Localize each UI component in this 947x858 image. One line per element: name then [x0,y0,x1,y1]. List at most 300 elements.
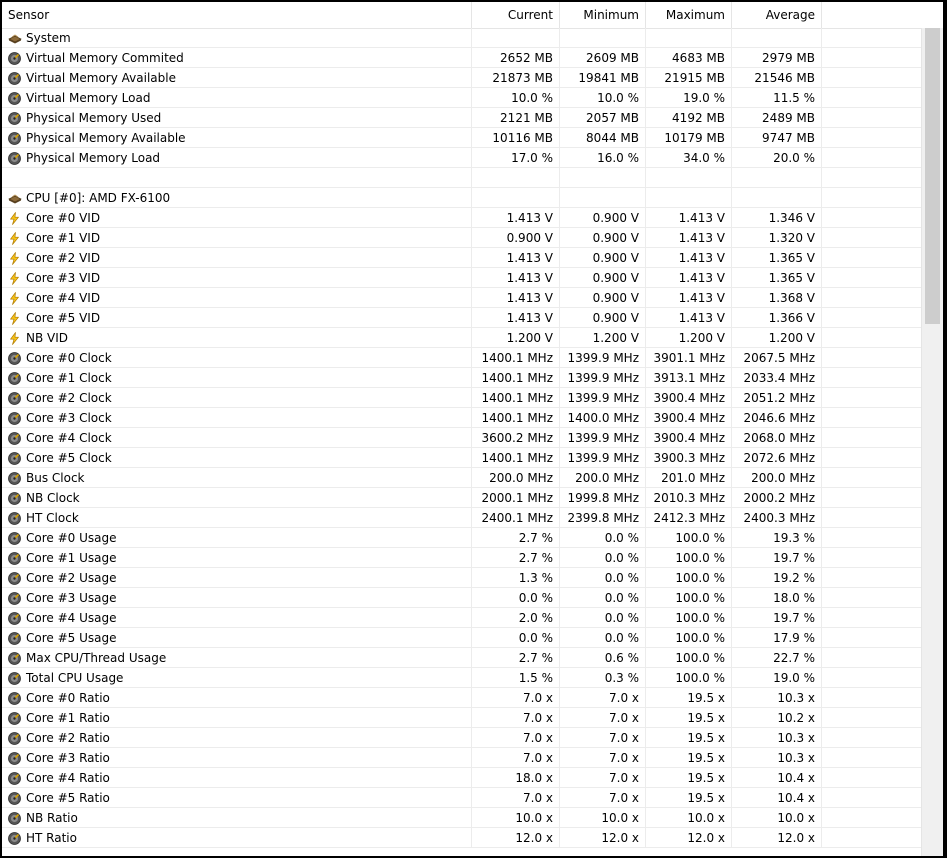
average-value: 1.365 V [732,268,822,288]
maximum-column-header[interactable]: Maximum [646,2,732,28]
sensor-label: Physical Memory Load [26,150,161,165]
maximum-value: 3913.1 MHz [646,368,732,388]
lightning-icon [8,211,21,224]
maximum-value: 201.0 MHz [646,468,732,488]
gauge-icon [8,371,21,384]
sensor-name-cell [2,708,472,728]
sensor-row-max-cpu-thread-usage[interactable] [2,648,922,668]
average-value: 200.0 MHz [732,468,822,488]
current-value: 1.413 V [472,308,560,328]
average-value: 2046.6 MHz [732,408,822,428]
gauge-icon [8,351,21,364]
sensor-name-cell [2,28,472,48]
empty-cell [822,228,922,248]
sensor-label: Core #1 Usage [26,550,117,565]
sensor-row-total-cpu-usage[interactable] [2,668,922,688]
sensor-row-core-5-ratio[interactable] [2,788,922,808]
sensor-row-nb-ratio[interactable] [2,808,922,828]
current-value: 3600.2 MHz [472,428,560,448]
current-value: 0.0 % [472,588,560,608]
maximum-value: 1.413 V [646,248,732,268]
sensor-label: Virtual Memory Load [26,90,151,105]
current-value: 1400.1 MHz [472,388,560,408]
gauge-icon [8,511,21,524]
empty-cell [822,568,922,588]
average-value: 1.320 V [732,228,822,248]
gauge-icon [8,111,21,124]
current-value: 10116 MB [472,128,560,148]
sensor-row-core-3-usage[interactable] [2,588,922,608]
sensor-name-cell [2,288,472,308]
maximum-value: 10179 MB [646,128,732,148]
current-value: 2000.1 MHz [472,488,560,508]
maximum-value: 1.200 V [646,328,732,348]
minimum-value: 1399.9 MHz [560,368,646,388]
sensor-row-core-4-clock[interactable] [2,428,922,448]
sensor-name-cell [2,608,472,628]
average-value [732,28,822,48]
sensor-row-core-4-vid[interactable] [2,288,922,308]
gauge-icon [8,811,21,824]
current-value: 1.413 V [472,208,560,228]
gauge-icon [8,71,21,84]
sensor-name-cell [2,228,472,248]
sensor-name-cell [2,728,472,748]
empty-cell [822,548,922,568]
maximum-value: 19.5 x [646,688,732,708]
current-value [472,28,560,48]
maximum-value: 1.413 V [646,268,732,288]
sensor-label: Core #5 Ratio [26,790,110,805]
maximum-value: 4683 MB [646,48,732,68]
gauge-icon [8,731,21,744]
minimum-value: 0.0 % [560,628,646,648]
current-value: 1400.1 MHz [472,408,560,428]
sensor-name-cell [2,268,472,288]
gauge-icon [8,711,21,724]
sensor-row-core-3-ratio[interactable] [2,748,922,768]
maximum-value [646,168,732,188]
maximum-value: 3900.4 MHz [646,388,732,408]
sensor-row-ht-ratio[interactable] [2,828,922,848]
current-value: 7.0 x [472,688,560,708]
minimum-value: 0.0 % [560,528,646,548]
gauge-icon [8,51,21,64]
minimum-value: 1399.9 MHz [560,428,646,448]
average-value: 22.7 % [732,648,822,668]
empty-cell [822,208,922,228]
current-value: 1.5 % [472,668,560,688]
current-value: 21873 MB [472,68,560,88]
empty-cell [822,148,922,168]
sensor-name-cell [2,208,472,228]
column-header [2,2,922,29]
empty-cell [822,88,922,108]
sensor-name-cell [2,68,472,88]
sensor-label: Core #2 Ratio [26,730,110,745]
sensor-label: Core #3 Clock [26,410,112,425]
sensor-label: Core #1 Clock [26,370,112,385]
gauge-icon [8,451,21,464]
sensor-row-core-2-vid[interactable] [2,248,922,268]
maximum-value: 100.0 % [646,648,732,668]
average-value: 19.2 % [732,568,822,588]
average-value: 10.4 x [732,788,822,808]
sensor-name-cell [2,148,472,168]
current-value: 7.0 x [472,728,560,748]
blank-row [2,168,922,188]
sensor-row-core-1-clock[interactable] [2,368,922,388]
gauge-icon [8,691,21,704]
sensor-name-cell [2,328,472,348]
empty-cell [822,108,922,128]
current-value: 0.900 V [472,228,560,248]
sensor-name-cell [2,628,472,648]
current-value: 2121 MB [472,108,560,128]
current-column-header[interactable]: Current [472,2,560,28]
sensor-label: Core #1 VID [26,230,101,245]
sensor-name-cell [2,408,472,428]
empty-cell [822,188,922,208]
average-value: 10.3 x [732,728,822,748]
minimum-value: 0.6 % [560,648,646,668]
current-value: 1.413 V [472,268,560,288]
maximum-value: 3901.1 MHz [646,348,732,368]
sensor-name-cell [2,188,472,208]
empty-cell [822,408,922,428]
maximum-value: 2010.3 MHz [646,488,732,508]
minimum-value: 1399.9 MHz [560,448,646,468]
sensor-label: Core #3 VID [26,270,101,285]
sensor-row-core-1-vid[interactable] [2,228,922,248]
empty-cell [822,388,922,408]
sensor-row-virtual-memory-load[interactable] [2,88,922,108]
sensor-row-core-1-usage[interactable] [2,548,922,568]
empty-cell [822,308,922,328]
minimum-value: 0.900 V [560,308,646,328]
minimum-value: 0.0 % [560,548,646,568]
sensor-label: Max CPU/Thread Usage [26,650,167,665]
empty-cell [822,688,922,708]
current-value: 1400.1 MHz [472,448,560,468]
current-value: 10.0 % [472,88,560,108]
minimum-value [560,188,646,208]
current-value: 1.200 V [472,328,560,348]
maximum-value: 100.0 % [646,588,732,608]
maximum-value: 3900.3 MHz [646,448,732,468]
sensor-row-core-4-usage[interactable] [2,608,922,628]
sensor-name-cell [2,688,472,708]
lightning-icon [8,311,21,324]
sensor-label: NB VID [26,330,69,345]
current-value [472,168,560,188]
sensor-name-cell [2,588,472,608]
current-value: 12.0 x [472,828,560,848]
gauge-icon [8,651,21,664]
empty-cell [822,788,922,808]
sensor-label: Core #4 Usage [26,610,117,625]
average-value: 11.5 % [732,88,822,108]
sensor-row-physical-memory-load[interactable] [2,148,922,168]
maximum-value: 2412.3 MHz [646,508,732,528]
gauge-icon [8,431,21,444]
current-value: 1.413 V [472,248,560,268]
gauge-icon [8,551,21,564]
gauge-icon [8,411,21,424]
average-value: 2489 MB [732,108,822,128]
sensor-label: Virtual Memory Commited [26,50,184,65]
minimum-value: 19841 MB [560,68,646,88]
sensor-name-cell [2,648,472,668]
empty-cell [822,348,922,368]
minimum-value: 1399.9 MHz [560,348,646,368]
empty-cell [822,368,922,388]
minimum-value: 200.0 MHz [560,468,646,488]
sensor-row-physical-memory-available[interactable] [2,128,922,148]
average-value: 10.3 x [732,748,822,768]
sensor-row-nb-vid[interactable] [2,328,922,348]
minimum-column-header[interactable]: Minimum [560,2,646,28]
maximum-value: 100.0 % [646,548,732,568]
maximum-value [646,188,732,208]
empty-cell [822,708,922,728]
average-value: 2400.3 MHz [732,508,822,528]
gauge-icon [8,131,21,144]
maximum-value: 3900.4 MHz [646,428,732,448]
current-value: 18.0 x [472,768,560,788]
current-value: 2652 MB [472,48,560,68]
average-value: 2051.2 MHz [732,388,822,408]
chip-icon [8,191,21,204]
sensor-label: System [26,30,71,45]
sensor-name-cell [2,48,472,68]
sensor-label: HT Clock [26,510,79,525]
gauge-icon [8,631,21,644]
sensor-label: Core #5 Usage [26,630,117,645]
sensor-name-cell [2,388,472,408]
empty-cell [822,248,922,268]
sensor-row-cpu-0-amd-fx-6100[interactable] [2,188,922,208]
minimum-value: 0.900 V [560,288,646,308]
average-value: 1.200 V [732,328,822,348]
empty-cell [822,828,922,848]
maximum-value: 100.0 % [646,568,732,588]
maximum-value: 10.0 x [646,808,732,828]
gauge-icon [8,571,21,584]
sensor-row-core-5-usage[interactable] [2,628,922,648]
current-value [472,188,560,208]
sensor-row-core-3-clock[interactable] [2,408,922,428]
current-value: 200.0 MHz [472,468,560,488]
maximum-value: 100.0 % [646,668,732,688]
average-value: 2068.0 MHz [732,428,822,448]
sensor-name-cell [2,568,472,588]
average-value: 18.0 % [732,588,822,608]
current-value: 2.7 % [472,548,560,568]
current-value: 1400.1 MHz [472,368,560,388]
gauge-icon [8,771,21,784]
gauge-icon [8,491,21,504]
current-value: 1.413 V [472,288,560,308]
maximum-value [646,28,732,48]
sensor-row-core-5-vid[interactable] [2,308,922,328]
sensor-row-ht-clock[interactable] [2,508,922,528]
average-value: 19.7 % [732,548,822,568]
sensor-label: Core #0 Clock [26,350,112,365]
sensor-name-cell [2,168,472,188]
gauge-icon [8,471,21,484]
minimum-value: 1999.8 MHz [560,488,646,508]
minimum-value: 1400.0 MHz [560,408,646,428]
sensor-row-core-0-clock[interactable] [2,348,922,368]
sensor-name-cell [2,548,472,568]
chip-icon [8,31,21,44]
sensor-row-core-0-usage[interactable] [2,528,922,548]
sensor-label: HT Ratio [26,830,77,845]
sensor-name-cell [2,308,472,328]
maximum-value: 100.0 % [646,528,732,548]
empty-cell [822,528,922,548]
sensor-row-core-2-ratio[interactable] [2,728,922,748]
maximum-value: 34.0 % [646,148,732,168]
maximum-value: 19.5 x [646,708,732,728]
sensor-row-nb-clock[interactable] [2,488,922,508]
scrollbar-thumb[interactable] [925,28,940,324]
sensor-name-cell [2,128,472,148]
average-value: 2000.2 MHz [732,488,822,508]
sensor-label: Core #2 VID [26,250,101,265]
sensor-label: Core #4 Ratio [26,770,110,785]
sensor-name-cell [2,468,472,488]
lightning-icon [8,271,21,284]
sensor-label: NB Ratio [26,810,78,825]
average-value: 19.3 % [732,528,822,548]
average-value: 9747 MB [732,128,822,148]
maximum-value: 1.413 V [646,208,732,228]
minimum-value: 7.0 x [560,768,646,788]
gauge-icon [8,611,21,624]
sensor-row-core-2-clock[interactable] [2,388,922,408]
minimum-value: 0.900 V [560,248,646,268]
sensor-row-core-3-vid[interactable] [2,268,922,288]
minimum-value: 1.200 V [560,328,646,348]
average-value: 21546 MB [732,68,822,88]
sensor-row-core-5-clock[interactable] [2,448,922,468]
average-value: 17.9 % [732,628,822,648]
current-value: 2.0 % [472,608,560,628]
average-value: 1.365 V [732,248,822,268]
sensor-row-virtual-memory-available[interactable] [2,68,922,88]
sensor-label: Core #1 Ratio [26,710,110,725]
empty-cell [822,588,922,608]
maximum-value: 19.5 x [646,788,732,808]
empty-cell [822,68,922,88]
minimum-value: 0.900 V [560,228,646,248]
maximum-value: 1.413 V [646,228,732,248]
gauge-icon [8,831,21,844]
average-value: 19.7 % [732,608,822,628]
maximum-value: 12.0 x [646,828,732,848]
empty-cell [822,628,922,648]
sensor-table [2,28,922,848]
empty-cell [822,168,922,188]
sensor-label: Total CPU Usage [26,670,124,685]
sensor-row-core-0-ratio[interactable] [2,688,922,708]
empty-cell [822,428,922,448]
sensor-row-system[interactable] [2,28,922,48]
minimum-value: 8044 MB [560,128,646,148]
sensor-name-cell [2,508,472,528]
sensor-label: Core #0 Ratio [26,690,110,705]
minimum-value: 7.0 x [560,688,646,708]
sensor-name-cell [2,528,472,548]
minimum-value: 2399.8 MHz [560,508,646,528]
empty-cell [822,748,922,768]
gauge-icon [8,671,21,684]
empty-cell [822,28,922,48]
sensor-name-cell [2,668,472,688]
current-value: 0.0 % [472,628,560,648]
average-column-header[interactable]: Average [732,2,822,28]
sensor-name-cell [2,768,472,788]
lightning-icon [8,291,21,304]
current-value: 17.0 % [472,148,560,168]
gauge-icon [8,91,21,104]
minimum-value: 0.3 % [560,668,646,688]
sensor-row-core-1-ratio[interactable] [2,708,922,728]
minimum-value: 10.0 x [560,808,646,828]
average-value: 10.2 x [732,708,822,728]
minimum-value: 0.900 V [560,268,646,288]
sensor-row-bus-clock[interactable] [2,468,922,488]
sensor-row-physical-memory-used[interactable] [2,108,922,128]
sensor-row-core-0-vid[interactable] [2,208,922,228]
empty-cell [822,128,922,148]
sensor-row-core-2-usage[interactable] [2,568,922,588]
current-value: 7.0 x [472,708,560,728]
maximum-value: 19.5 x [646,768,732,788]
sensor-label: Core #3 Usage [26,590,117,605]
maximum-value: 19.0 % [646,88,732,108]
current-value: 7.0 x [472,748,560,768]
empty-cell [822,48,922,68]
minimum-value: 7.0 x [560,708,646,728]
minimum-value: 16.0 % [560,148,646,168]
empty-cell [822,808,922,828]
average-value: 2979 MB [732,48,822,68]
average-value: 10.4 x [732,768,822,788]
sensor-label: Core #4 Clock [26,430,112,445]
empty-cell [822,268,922,288]
empty-cell [822,508,922,528]
gauge-icon [8,791,21,804]
minimum-value: 7.0 x [560,728,646,748]
sensor-name-cell [2,748,472,768]
sensor-column-header[interactable]: Sensor [2,2,472,28]
minimum-value [560,28,646,48]
sensor-label: Core #2 Usage [26,570,117,585]
average-value: 12.0 x [732,828,822,848]
sensor-name-cell [2,368,472,388]
empty-cell [822,488,922,508]
sensor-row-virtual-memory-commited[interactable] [2,48,922,68]
maximum-value: 3900.4 MHz [646,408,732,428]
minimum-value: 0.0 % [560,608,646,628]
lightning-icon [8,331,21,344]
sensor-row-core-4-ratio[interactable] [2,768,922,788]
maximum-value: 21915 MB [646,68,732,88]
vertical-scrollbar[interactable] [921,28,943,856]
